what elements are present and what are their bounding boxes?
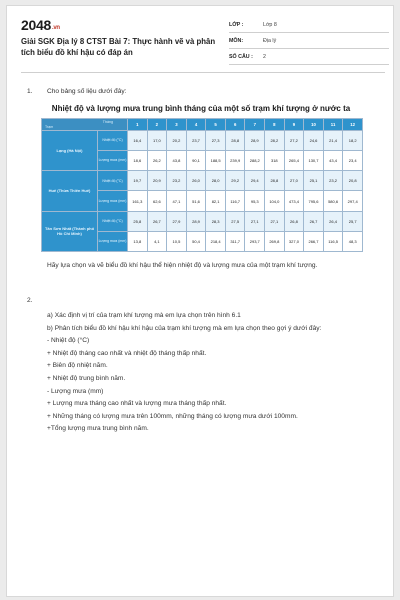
table-cell: 21,4 [323, 131, 343, 151]
table-cell: 188,5 [206, 151, 226, 171]
table-cell: 18,2 [343, 131, 363, 151]
month-header: 8 [265, 119, 285, 131]
month-header: 2 [147, 119, 167, 131]
table-cell: 161,3 [128, 191, 148, 211]
table-cell: 116,5 [323, 231, 343, 251]
month-header: 3 [167, 119, 187, 131]
metric-label: Lượng mưa (mm) [98, 191, 128, 211]
table-cell: 13,8 [128, 231, 148, 251]
table-cell: 28,3 [206, 211, 226, 231]
table-cell: 20,2 [167, 131, 187, 151]
table-cell: 265,4 [284, 151, 304, 171]
table-cell: 26,4 [323, 211, 343, 231]
meta-row-subject [229, 33, 389, 49]
table-cell: 48,3 [343, 231, 363, 251]
table-cell: 24,6 [304, 131, 324, 151]
month-header: 6 [225, 119, 245, 131]
table-cell: 28,9 [186, 211, 206, 231]
site-logo[interactable] [21, 17, 60, 33]
question-2-line: a) Xác định vị trí của trạm khí tượng mà em lựa chọn trên hình 6.1 [47, 312, 241, 319]
table-cell: 82,1 [206, 191, 226, 211]
table-corner [42, 119, 128, 131]
table-cell: 266,7 [304, 231, 324, 251]
question-2-body [47, 310, 387, 436]
meta-row-count [229, 49, 389, 65]
table-cell: 473,4 [284, 191, 304, 211]
table-cell: 28,2 [265, 131, 285, 151]
table-cell: 269,8 [265, 231, 285, 251]
meta-key: LỚP : [229, 21, 244, 28]
table-cell: 51,6 [186, 191, 206, 211]
table-cell: 25,7 [343, 211, 363, 231]
meta-key: MÔN: [229, 37, 244, 44]
meta-value: Địa lý [263, 37, 277, 44]
table-cell: 20,9 [147, 171, 167, 191]
logo-suffix: .vn [51, 25, 60, 31]
table-cell: 26,7 [147, 211, 167, 231]
question-number: 2. [27, 297, 33, 304]
table-cell: 29,2 [225, 171, 245, 191]
climate-table [41, 118, 363, 252]
table-cell: 95,3 [245, 191, 265, 211]
table-cell: 90,1 [186, 151, 206, 171]
table-cell: 239,9 [225, 151, 245, 171]
metric-label: Nhiệt độ (°C) [98, 131, 128, 151]
question-2-line: - Nhiệt độ (°C) [47, 337, 90, 345]
question-2-line: + Nhiệt độ tháng cao nhất và nhiệt độ tháng thấp nhất. [47, 349, 207, 357]
table-cell: 23,7 [186, 131, 206, 151]
corner-label-month: Tháng [102, 120, 113, 124]
table-cell: 297,4 [343, 191, 363, 211]
table-cell: 29,4 [245, 171, 265, 191]
metric-label: Nhiệt độ (°C) [98, 211, 128, 231]
table-cell: 795,6 [304, 191, 324, 211]
table-cell: 28,9 [245, 131, 265, 151]
table-cell: 25,1 [304, 171, 324, 191]
month-header: 7 [245, 119, 265, 131]
month-header: 10 [304, 119, 324, 131]
table-cell: 43,4 [323, 151, 343, 171]
table-caption: Nhiệt độ và lượng mưa trung bình tháng của một số trạm khí tượng ở nước ta [51, 104, 351, 113]
table-cell: 25,8 [128, 211, 148, 231]
table-cell: 23,4 [343, 151, 363, 171]
table-cell: 26,7 [304, 211, 324, 231]
header-divider [21, 72, 385, 73]
question-2-line: b) Phân tích biểu đồ khí hậu khí hậu của trạm khí tượng mà em lựa chọn theo gợi ý dưới đây: [47, 324, 322, 332]
question-1-instruction: Hãy lựa chọn và vẽ biểu đồ khí hậu thể hiện nhiệt độ và lượng mưa của một trạm khí tượng. [47, 262, 318, 269]
table-cell: 130,7 [304, 151, 324, 171]
metric-label: Nhiệt độ (°C) [98, 171, 128, 191]
question-text: Cho bảng số liệu dưới đây: [47, 88, 127, 95]
station-name: Huế (Thừa Thiên Huế) [42, 171, 98, 211]
question-1 [27, 88, 127, 95]
station-name: Tân Sơn Nhất (Thành phố Hồ Chí Minh) [42, 211, 98, 251]
table-cell: 10,5 [167, 231, 187, 251]
table-cell: 43,8 [167, 151, 187, 171]
table-cell: 27,0 [284, 171, 304, 191]
question-2 [27, 297, 47, 304]
question-2-line: + Biên độ nhiệt năm. [47, 362, 108, 370]
table-row [42, 211, 363, 231]
month-header: 11 [323, 119, 343, 131]
table-row [42, 131, 363, 151]
table-cell: 50,4 [186, 231, 206, 251]
question-2-line: + Những tháng có lượng mưa trên 100mm, những tháng có lượng mưa dưới 100mm. [47, 412, 298, 420]
table-cell: 28,8 [225, 131, 245, 151]
table-cell: 26,2 [147, 151, 167, 171]
question-2-line: - Lượng mưa (mm) [47, 387, 104, 395]
table-cell: 23,2 [323, 171, 343, 191]
station-name: Lạng (Hà Nội) [42, 131, 98, 171]
document-page [6, 5, 394, 597]
corner-label-station: Trạm [45, 125, 54, 129]
month-header: 12 [343, 119, 363, 131]
table-cell: 288,2 [245, 151, 265, 171]
table-cell: 27,9 [167, 211, 187, 231]
table-cell: 318 [265, 151, 285, 171]
table-cell: 23,2 [167, 171, 187, 191]
table-cell: 28,0 [206, 171, 226, 191]
table-cell: 27,1 [265, 211, 285, 231]
table-cell: 27,1 [245, 211, 265, 231]
table-cell: 580,6 [323, 191, 343, 211]
table-cell: 104,0 [265, 191, 285, 211]
logo-text: 2048 [21, 17, 51, 33]
table-cell: 27,3 [206, 131, 226, 151]
month-header: 5 [206, 119, 226, 131]
table-cell: 62,6 [147, 191, 167, 211]
document-meta [229, 17, 389, 65]
table-cell: 327,0 [284, 231, 304, 251]
table-cell: 218,4 [206, 231, 226, 251]
month-header: 1 [128, 119, 148, 131]
question-2-line: + Lượng mưa tháng cao nhất và lượng mưa tháng thấp nhất. [47, 400, 227, 408]
month-header: 4 [186, 119, 206, 131]
table-header-row [42, 119, 363, 131]
table-cell: 27,2 [284, 131, 304, 151]
table-cell: 47,1 [167, 191, 187, 211]
table-cell: 18,6 [128, 151, 148, 171]
question-number: 1. [27, 88, 33, 95]
table-cell: 27,5 [225, 211, 245, 231]
table-cell: 16,4 [128, 131, 148, 151]
metric-label: Lượng mưa (mm) [98, 231, 128, 251]
meta-value: Lớp 8 [263, 21, 277, 28]
meta-row-class [229, 17, 389, 33]
table-cell: 26,8 [284, 211, 304, 231]
table-cell: 19,7 [128, 171, 148, 191]
table-row [42, 171, 363, 191]
table-cell: 4,1 [147, 231, 167, 251]
meta-key: SỐ CÂU : [229, 53, 253, 60]
table-cell: 20,8 [343, 171, 363, 191]
table-cell: 28,8 [265, 171, 285, 191]
page-title: Giải SGK Địa lý 8 CTST Bài 7: Thực hành vẽ và phân tích biểu đồ khí hậu có đáp án [21, 37, 216, 57]
table-cell: 293,7 [245, 231, 265, 251]
table-cell: 311,7 [225, 231, 245, 251]
question-2-line: + Nhiệt độ trung bình năm. [47, 374, 126, 382]
table-cell: 116,7 [225, 191, 245, 211]
question-2-line: +Tổng lượng mưa trung bình năm. [47, 425, 149, 433]
meta-value: 2 [263, 53, 266, 60]
month-header: 9 [284, 119, 304, 131]
table-cell: 26,0 [186, 171, 206, 191]
metric-label: Lượng mưa (mm) [98, 151, 128, 171]
table-cell: 17,0 [147, 131, 167, 151]
